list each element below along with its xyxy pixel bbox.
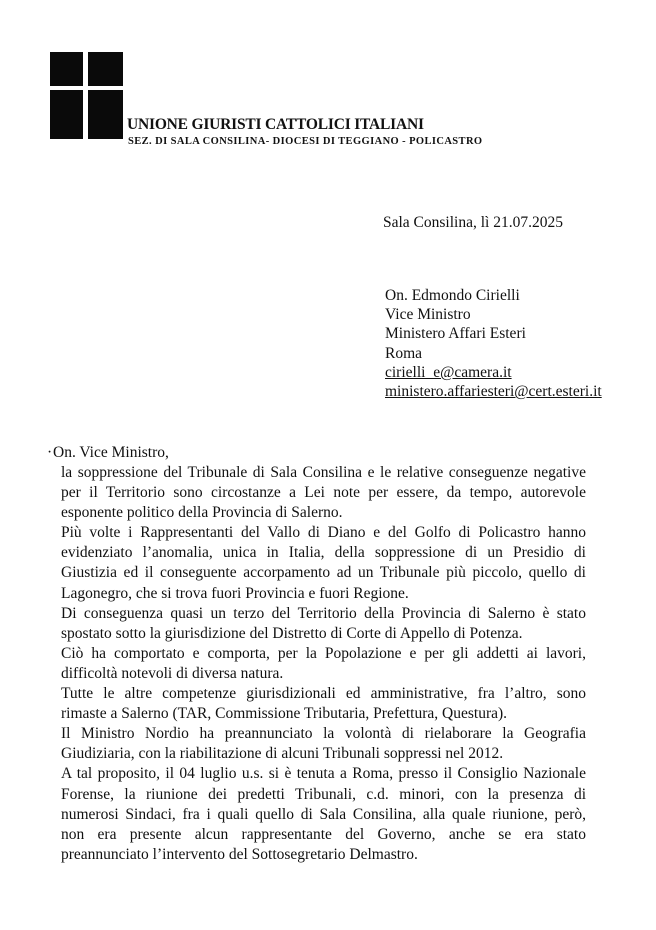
body-line: Più volte i Rappresentanti del Vallo di Diano e del Golfo di Policastro hanno <box>61 524 586 542</box>
body-line: Giustizia ed il conseguente accorpamento ad un Tribunale più piccolo, quello di <box>61 564 586 582</box>
body-line: Tutte le altre competenze giurisdizionali ed amministrative, fra l’altro, sono <box>61 685 586 703</box>
logo-block-top-left <box>50 52 83 86</box>
body-line: evidenziato l’anomalia, unica in Italia, della soppressione di un Presidio di <box>61 544 586 562</box>
body-paragraph <box>61 523 586 603</box>
logo-block-top-right <box>88 52 123 86</box>
body-line: difficoltà notevoli di diversa natura. <box>61 664 284 682</box>
recipient-name: On. Edmondo Cirielli <box>385 287 520 304</box>
organization-subtitle: SEZ. DI SALA CONSILINA- DIOCESI DI TEGGIANO - POLICASTRO <box>128 136 483 147</box>
body-line: esponente politico della Provincia di Salerno. <box>61 504 343 522</box>
salutation-text: On. Vice Ministro, <box>53 444 169 461</box>
letter-body <box>61 463 586 865</box>
body-paragraph <box>61 684 586 724</box>
body-line: rimaste a Salerno (TAR, Commissione Tributaria, Prefettura, Questura). <box>61 705 508 723</box>
body-paragraph <box>61 724 586 764</box>
recipient-role: Vice Ministro <box>385 306 471 324</box>
body-line: Forense, la riunione dei predetti Tribunali, c.d. minori, con la presenza di <box>61 785 586 803</box>
recipient-city: Roma <box>385 344 423 362</box>
body-line: Di conseguenza quasi un terzo del Territorio della Provincia di Salerno è stato <box>61 604 586 622</box>
recipient-email-link-2[interactable]: ministero.affariesteri@cert.esteri.it <box>385 383 602 401</box>
body-paragraph <box>61 764 586 864</box>
body-line: Lagonegro, che si trova fuori Provincia e fuori Regione. <box>61 584 409 602</box>
logo-block-bottom-left <box>50 90 83 139</box>
body-line: numerosi Sindaci, fra i quali quello di Sala Consilina, alla quale riunione, però, <box>61 805 586 823</box>
organization-name: UNIONE GIURISTI CATTOLICI ITALIANI <box>127 116 424 133</box>
body-line: spostato sotto la giurisdizione del Distretto di Corte di Appello di Potenza. <box>61 624 523 642</box>
body-line: A tal proposito, il 04 luglio u.s. si è tenuta a Roma, presso il Consiglio Nazionale <box>61 765 586 783</box>
recipient-block <box>385 286 602 401</box>
body-line: preannunciato l’intervento del Sottosegretario Delmastro. <box>61 845 418 863</box>
recipient-email-link-1[interactable]: cirielli_e@camera.it <box>385 363 512 381</box>
recipient-office: Ministero Affari Esteri <box>385 325 526 343</box>
body-line: per il Territorio sono circostanze a Lei note per essere, da tempo, autorevole <box>61 484 586 502</box>
organization-logo <box>50 52 123 139</box>
body-line: Ciò ha comportato e comporta, per la Popolazione e per gli addetti ai lavori, <box>61 644 586 662</box>
body-line: Il Ministro Nordio ha preannunciato la volontà di rielaborare la Geografia <box>61 725 586 743</box>
body-paragraph <box>61 463 586 523</box>
body-paragraph <box>61 604 586 644</box>
date-line: Sala Consilina, lì 21.07.2025 <box>383 214 563 231</box>
body-line: Giudiziaria, con la riabilitazione di alcuni Tribunali soppressi nel 2012. <box>61 745 504 763</box>
salutation <box>47 444 169 462</box>
body-paragraph <box>61 644 586 684</box>
body-line: la soppressione del Tribunale di Sala Consilina e le relative conseguenze negative <box>61 464 586 481</box>
body-line: non era presente alcun rappresentante del Governo, anche se era stato <box>61 825 586 843</box>
scan-speck: · <box>47 444 53 461</box>
logo-block-bottom-right <box>88 90 123 139</box>
